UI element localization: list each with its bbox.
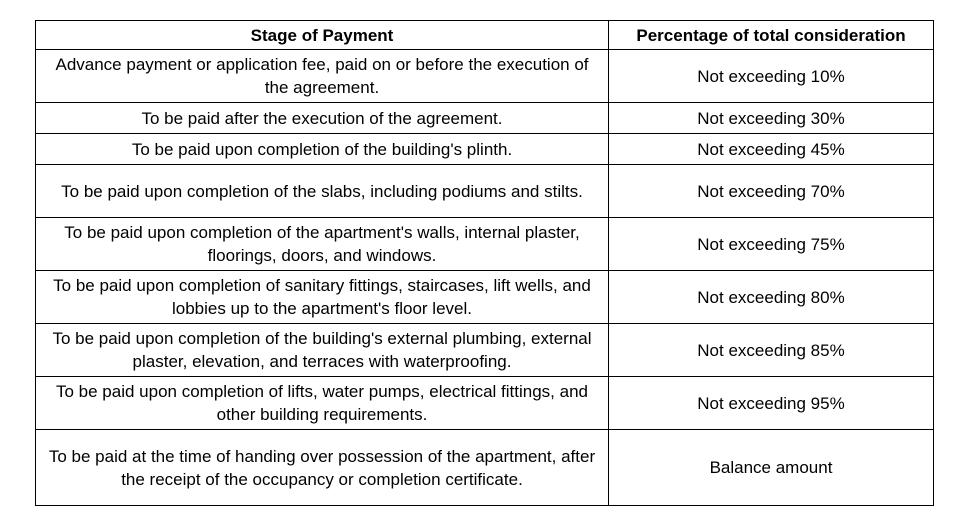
percentage-cell: Balance amount: [609, 430, 934, 506]
percentage-cell: Not exceeding 45%: [609, 134, 934, 165]
table-row: [36, 271, 934, 324]
stage-cell: To be paid upon completion of sanitary fittings, staircases, lift wells, and lobbies up to the apartment's floor level.: [36, 271, 609, 324]
percentage-cell: Not exceeding 10%: [609, 50, 934, 103]
table-row: [36, 50, 934, 103]
stage-cell: To be paid at the time of handing over possession of the apartment, after the receipt of the occupancy or completion certificate.: [36, 430, 609, 506]
percentage-cell: Not exceeding 95%: [609, 377, 934, 430]
table-row: [36, 324, 934, 377]
stage-cell: To be paid upon completion of lifts, water pumps, electrical fittings, and other building requirements.: [36, 377, 609, 430]
percentage-cell: Not exceeding 80%: [609, 271, 934, 324]
header-row: [36, 21, 934, 50]
percentage-cell: Not exceeding 70%: [609, 165, 934, 218]
stage-cell: Advance payment or application fee, paid on or before the execution of the agreement.: [36, 50, 609, 103]
stage-cell: To be paid upon completion of the building's external plumbing, external plaster, elevation, and terraces with waterproofing.: [36, 324, 609, 377]
table-row: [36, 430, 934, 506]
table-row: [36, 218, 934, 271]
table-header: [36, 21, 934, 50]
stage-cell: To be paid upon completion of the apartment's walls, internal plaster, floorings, doors, and windows.: [36, 218, 609, 271]
percentage-cell: Not exceeding 75%: [609, 218, 934, 271]
stage-cell: To be paid upon completion of the building's plinth.: [36, 134, 609, 165]
header-percentage: Percentage of total consideration: [609, 21, 934, 50]
table-row: [36, 165, 934, 218]
header-stage: Stage of Payment: [36, 21, 609, 50]
stage-cell: To be paid after the execution of the agreement.: [36, 103, 609, 134]
stage-cell: To be paid upon completion of the slabs, including podiums and stilts.: [36, 165, 609, 218]
payment-schedule-table: [35, 20, 934, 506]
percentage-cell: Not exceeding 30%: [609, 103, 934, 134]
table-row: [36, 134, 934, 165]
table-body: [36, 50, 934, 506]
table-row: [36, 103, 934, 134]
table-row: [36, 377, 934, 430]
percentage-cell: Not exceeding 85%: [609, 324, 934, 377]
